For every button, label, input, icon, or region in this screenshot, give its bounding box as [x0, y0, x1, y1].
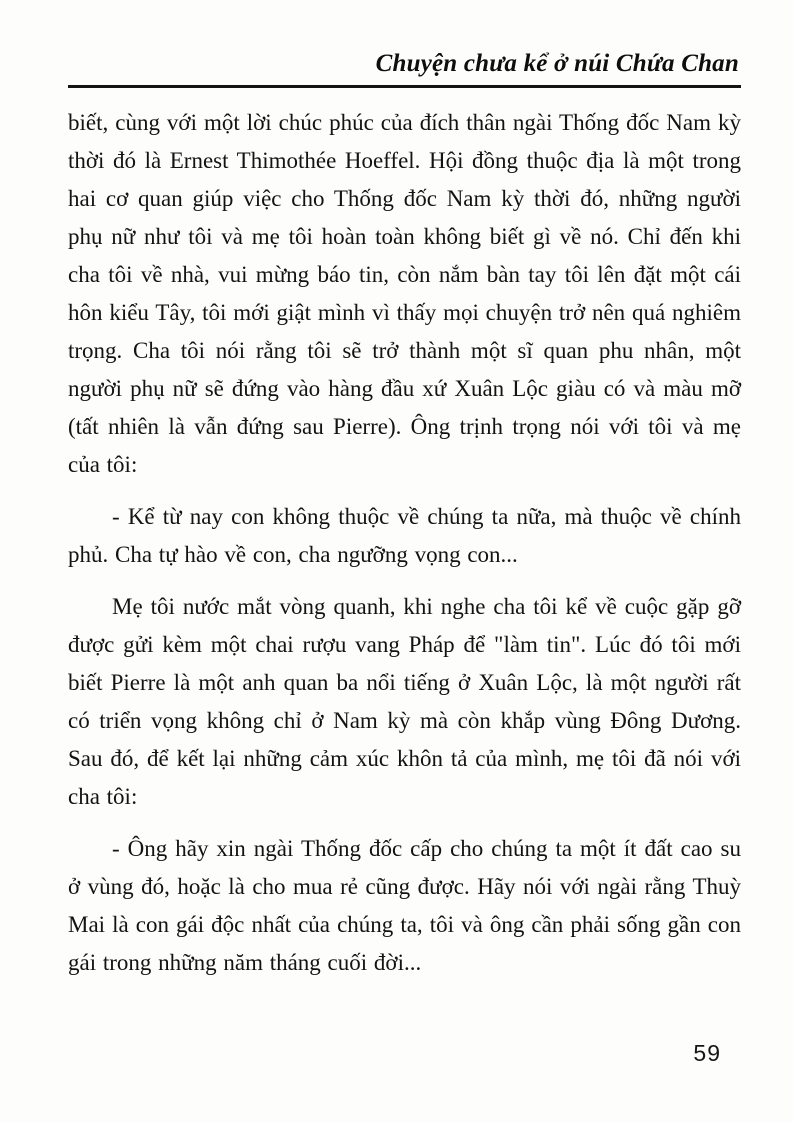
paragraph-dialog-father: - Kể từ nay con không thuộc về chúng ta nữa, mà thuộc về chính phủ. Cha tự hào về con, cha ngưỡng vọng con... [68, 504, 741, 567]
paragraph-continuation: biết, cùng với một lời chúc phúc của đích thân ngài Thống đốc Nam kỳ thời đó là Ernest Thimothée Hoeffel. Hội đồng thuộc địa là một trong hai cơ quan giúp việc cho Thống đốc Nam kỳ thời đó, những người phụ nữ như tôi và mẹ tôi hoàn toàn không biết gì về nó. Chỉ đến khi cha tôi về nhà, vui mừng báo tin, còn nắm bàn tay tôi lên đặt một cái hôn kiểu Tây, tôi mới giật mình vì thấy mọi chuyện trở nên quá nghiêm trọng. Cha tôi nói rằng tôi sẽ trở thành một sĩ quan phu nhân, một người phụ nữ sẽ đứng vào hàng đầu xứ Xuân Lộc giàu có và màu mỡ (tất nhiên là vẫn đứng sau Pierre). Ông trịnh trọng nói với tôi và mẹ của tôi: [68, 110, 741, 477]
body-text-block [68, 104, 741, 982]
running-header-title: Chuyện chưa kể ở núi Chứa Chan [375, 50, 739, 77]
page-content [68, 50, 741, 982]
page-number: 59 [693, 1040, 721, 1066]
header-rule-divider [68, 85, 741, 88]
paragraph-dialog-mother: - Ông hãy xin ngài Thống đốc cấp cho chúng ta một ít đất cao su ở vùng đó, hoặc là cho mua rẻ cũng được. Hãy nói với ngài rằng Thuỳ Mai là con gái độc nhất của chúng ta, tôi và ông cần phải sống gần con gái trong những năm tháng cuối đời... [68, 836, 741, 975]
paragraph-mother-reaction: Mẹ tôi nước mắt vòng quanh, khi nghe cha tôi kể về cuộc gặp gỡ được gửi kèm một chai rượu vang Pháp để "làm tin". Lúc đó tôi mới biết Pierre là một anh quan ba nổi tiếng ở Xuân Lộc, là một người rất có triển vọng không chỉ ở Nam kỳ mà còn khắp vùng Đông Dương. Sau đó, để kết lại những cảm xúc khôn tả của mình, mẹ tôi đã nói với cha tôi: [68, 594, 741, 809]
